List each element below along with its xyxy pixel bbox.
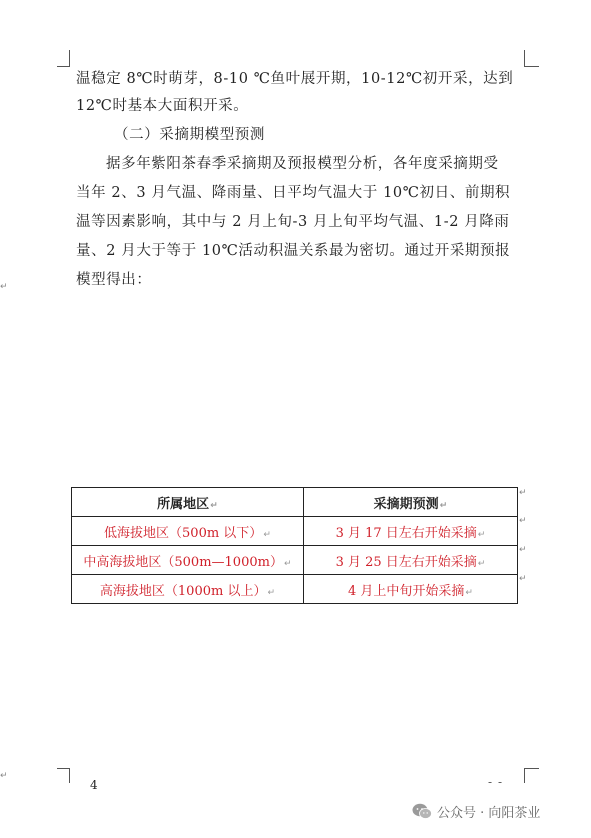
table-cell: 3 月 17 日左右开始采摘↵ <box>303 517 517 546</box>
watermark-text: 公众号 · 向阳茶业 <box>437 806 541 821</box>
header-cell: 所属地区↵ <box>72 488 304 517</box>
header-cell: 采摘期预测↵ <box>303 488 517 517</box>
section-heading: （二）采摘期模型预测 <box>114 127 265 143</box>
crop-mark-bottom-right <box>524 768 539 783</box>
body-text-line: 量、2 月大于等于 10℃活动积温关系最为密切。通过开采期预报 <box>76 243 511 259</box>
paragraph-mark-icon: ↵ <box>519 488 527 498</box>
body-text-line: 12℃时基本大面积开采。 <box>76 98 249 114</box>
table-cell: 3 月 25 日左右开始采摘↵ <box>303 546 517 575</box>
wechat-icon <box>412 803 432 820</box>
body-text-line: 模型得出： <box>76 272 152 288</box>
table-header-row <box>72 488 518 517</box>
crop-mark-bottom-left <box>57 768 70 783</box>
paragraph-mark-icon: ↵ <box>0 771 8 781</box>
page-number: 4 <box>90 778 98 792</box>
table-row <box>72 575 518 604</box>
watermark <box>412 802 540 821</box>
table-cell: 高海拔地区（1000m 以上）↵ <box>72 575 304 604</box>
footer-dashes: -- <box>488 775 509 789</box>
table-row <box>72 517 518 546</box>
harvest-prediction-table <box>71 487 518 604</box>
body-text-line: 温稳定 8℃时萌芽，8-10 ℃鱼叶展开期，10-12℃初开采，达到 <box>76 71 514 87</box>
crop-mark-top-right <box>524 50 539 67</box>
paragraph-mark-icon: ↵ <box>519 516 527 526</box>
paragraph-mark-icon: ↵ <box>519 574 527 584</box>
table-cell: 中高海拔地区（500m—1000m）↵ <box>72 546 304 575</box>
table-cell: 低海拔地区（500m 以下）↵ <box>72 517 304 546</box>
body-text-line: 据多年紫阳茶春季采摘期及预报模型分析，各年度采摘期受 <box>106 156 499 172</box>
paragraph-mark-icon: ↵ <box>0 282 8 292</box>
table-row <box>72 546 518 575</box>
table-cell: 4 月上中旬开始采摘↵ <box>303 575 517 604</box>
paragraph-mark-icon: ↵ <box>519 545 527 555</box>
body-text-line: 温等因素影响，其中与 2 月上旬-3 月上旬平均气温、1-2 月降雨 <box>76 214 510 230</box>
body-text-line: 当年 2、3 月气温、降雨量、日平均气温大于 10℃初日、前期积 <box>76 185 511 201</box>
crop-mark-top-left <box>57 50 70 67</box>
